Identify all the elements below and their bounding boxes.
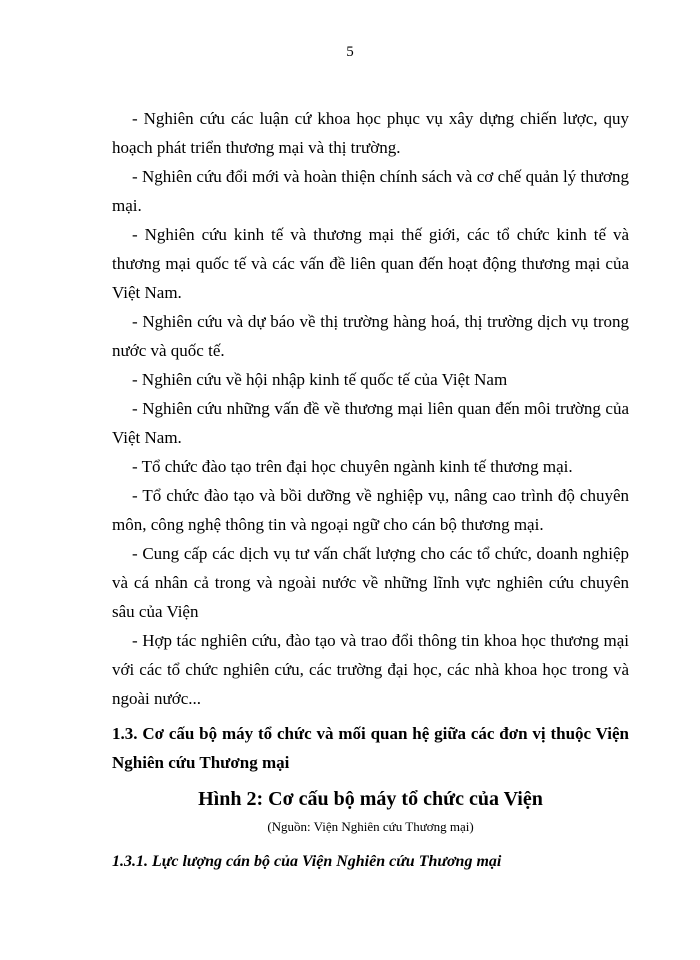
paragraph-policy-reform: - Nghiên cứu đổi mới và hoàn thiện chính sách và cơ chế quản lý thương mại. (112, 167, 629, 215)
paragraph-professional-training: - Tổ chức đào tạo và bồi dưỡng về nghiệp vụ, nâng cao trình độ chuyên môn, công nghệ thông tin và ngoại ngữ cho cán bộ thương mại. (112, 486, 629, 534)
subsection-heading: 1.3.1. Lực lượng cán bộ của Viện Nghiên cứu Thương mại (112, 853, 502, 870)
paragraph-consulting: - Cung cấp các dịch vụ tư vấn chất lượng cho các tổ chức, doanh nghiệp và cá nhân cả trong và ngoài nước về những lĩnh vực nghiên cứu chuyên sâu của Viện (112, 544, 629, 621)
paragraph-integration: - Nghiên cứu về hội nhập kinh tế quốc tế của Việt Nam (132, 370, 508, 389)
paragraph-market-forecast: - Nghiên cứu và dự báo về thị trường hàng hoá, thị trường dịch vụ trong nước và quốc tế. (112, 312, 629, 360)
paragraph-cooperation: - Hợp tác nghiên cứu, đào tạo và trao đổi thông tin khoa học thương mại với các tổ chức nghiên cứu, các trường đại học, các nhà khoa học trong và ngoài nước... (112, 631, 629, 708)
figure-source: (Nguồn: Viện Nghiên cứu Thương mại) (267, 819, 474, 834)
figure-title: Hình 2: Cơ cấu bộ máy tổ chức của Viện (198, 788, 543, 810)
document-body (112, 104, 629, 875)
section-heading: 1.3. Cơ cấu bộ máy tổ chức và mối quan hệ giữa các đơn vị thuộc Viện Nghiên cứu Thương mại (112, 724, 629, 772)
paragraph-postgraduate-training: - Tổ chức đào tạo trên đại học chuyên ngành kinh tế thương mại. (132, 457, 573, 476)
paragraph-environment: - Nghiên cứu những vấn đề về thương mại liên quan đến môi trường của Việt Nam. (112, 399, 629, 447)
paragraph-world-economy: - Nghiên cứu kinh tế và thương mại thế giới, các tổ chức kinh tế và thương mại quốc tế và các vấn đề liên quan đến hoạt động thương mại của Việt Nam. (112, 225, 629, 302)
paragraph-research-strategy: - Nghiên cứu các luận cứ khoa học phục vụ xây dựng chiến lược, quy hoạch phát triển thương mại và thị trường. (112, 109, 629, 157)
page-number: 5 (346, 44, 354, 60)
